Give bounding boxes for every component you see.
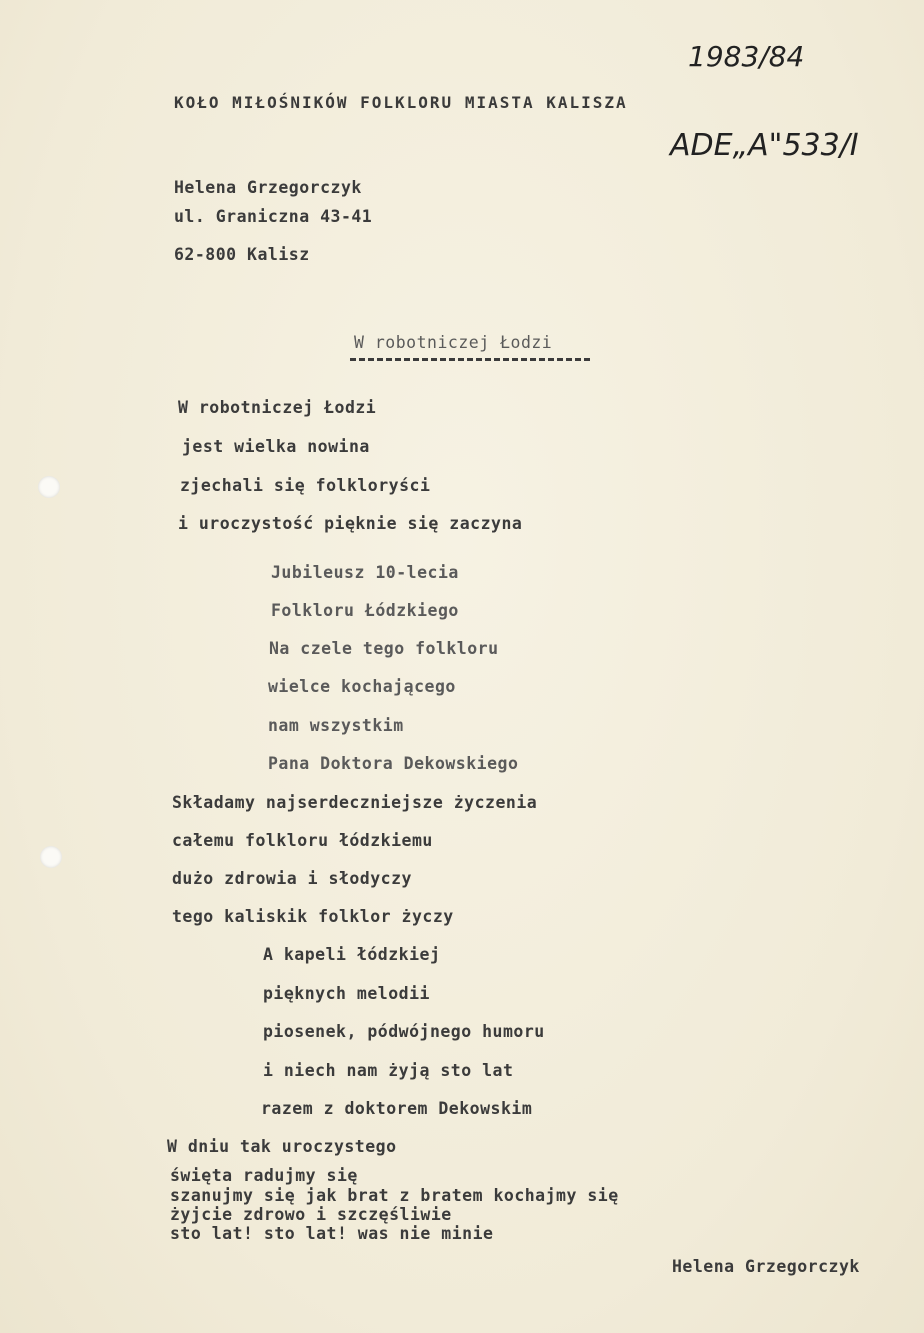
- poem-line: Folkloru Łódzkiego: [271, 601, 459, 620]
- organization-header: KOŁO MIŁOŚNIKÓW FOLKLORU MIASTA KALISZA: [174, 93, 628, 112]
- poem-line: i niech nam żyją sto lat: [263, 1061, 514, 1080]
- poem-line: dużo zdrowia i słodyczy: [172, 869, 412, 888]
- poem-line: W dniu tak uroczystego: [167, 1137, 397, 1156]
- punch-hole-bottom: [40, 846, 62, 868]
- punch-hole-top: [38, 476, 60, 498]
- title-underline: [350, 358, 590, 361]
- poem-line: całemu folkloru łódzkiemu: [172, 831, 433, 850]
- sender-name: Helena Grzegorczyk: [174, 178, 362, 197]
- handwritten-archive-number: 1983/84: [688, 40, 805, 73]
- poem-line: zjechali się folkloryści: [180, 476, 431, 495]
- poem-line: Jubileusz 10-lecia: [271, 563, 459, 582]
- poem-line: Na czele tego folkloru: [269, 639, 499, 658]
- poem-line: wielce kochającego: [268, 677, 456, 696]
- poem-line: A kapeli łódzkiej: [263, 945, 441, 964]
- poem-line: i uroczystość pięknie się zaczyna: [178, 514, 523, 533]
- poem-line: W robotniczej Łodzi: [178, 398, 377, 417]
- poem-line: pięknych melodii: [263, 984, 430, 1003]
- poem-line: piosenek, pódwójnego humoru: [263, 1022, 545, 1041]
- handwritten-reference: ADE„A"533/I: [670, 128, 859, 163]
- sender-street: ul. Graniczna 43-41: [174, 207, 373, 226]
- poem-line: sto lat! sto lat! was nie minie: [170, 1224, 494, 1243]
- poem-title: W robotniczej Łodzi: [354, 333, 553, 352]
- poem-line: Pana Doktora Dekowskiego: [268, 754, 519, 773]
- poem-line: jest wielka nowina: [182, 437, 370, 456]
- poem-line: nam wszystkim: [268, 716, 404, 735]
- poem-line: święta radujmy się: [170, 1166, 358, 1185]
- poem-line: tego kaliskik folklor życzy: [172, 907, 454, 926]
- poem-line: Składamy najserdeczniejsze życzenia: [172, 793, 538, 812]
- poem-line: żyjcie zdrowo i szczęśliwie: [170, 1205, 452, 1224]
- poem-line: szanujmy się jak brat z bratem kochajmy się: [170, 1186, 619, 1205]
- poem-line: razem z doktorem Dekowskim: [261, 1099, 533, 1118]
- signature: Helena Grzegorczyk: [672, 1257, 860, 1276]
- sender-city: 62-800 Kalisz: [174, 245, 310, 264]
